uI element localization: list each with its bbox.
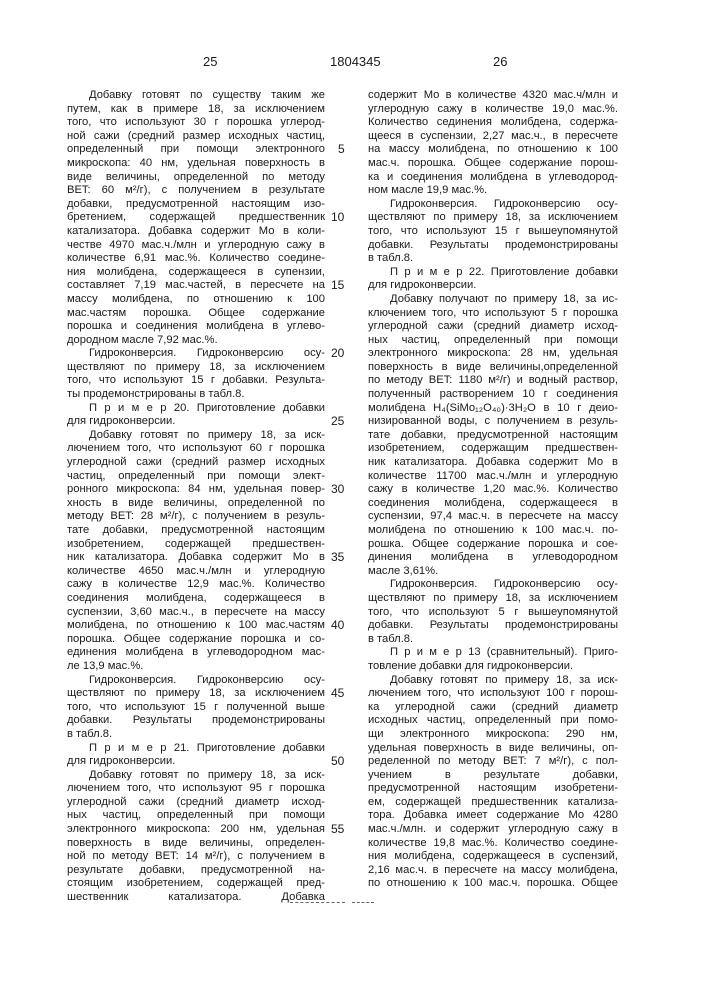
paragraph bbox=[368, 646, 618, 673]
paragraph bbox=[368, 266, 618, 293]
text-line: ем, содержащей предшественник катализа- bbox=[368, 796, 618, 810]
text-line: массу молибдена, по отношению к 100 bbox=[67, 293, 325, 307]
right-column bbox=[368, 89, 618, 891]
text-line: по отношению к 100 мас.ч. порошка. Общее bbox=[368, 877, 618, 891]
line-number: 50 bbox=[331, 755, 344, 769]
text-line: Гидроконверсия. Гидроконверсию осу- bbox=[368, 198, 618, 212]
paragraph bbox=[368, 89, 618, 198]
text-line: молибдена H₄(SiMo₁₂O₄₀)·3H₂O в 10 г деио- bbox=[368, 402, 618, 416]
text-line: добавки. Результаты продемонстрированы bbox=[368, 619, 618, 633]
paragraph bbox=[67, 429, 325, 674]
column-end-divider bbox=[290, 902, 345, 903]
text-line: добавки. Результаты продемонстрированы bbox=[67, 714, 325, 728]
text-line: щи электронного микроскопа: 290 нм, bbox=[368, 728, 618, 742]
text-line: лючением того, что используют 100 г порош- bbox=[368, 687, 618, 701]
text-line: в табл.8. bbox=[368, 252, 618, 266]
text-line: суспензии, 97,4 мас.ч. в пересчете на массу bbox=[368, 510, 618, 524]
text-line: соединения молибдена, содержащееся в bbox=[368, 497, 618, 511]
text-line: ния молибдена, содержащееся в супензии, bbox=[67, 266, 325, 280]
text-line: бретением, содержащей предшественник bbox=[67, 211, 325, 225]
text-line: мас.ч./млн. и содержит углеродную сажу в bbox=[368, 823, 618, 837]
text-line: П р и м е р 21. Приготовление добавки bbox=[67, 742, 325, 756]
paragraph bbox=[67, 742, 325, 769]
text-line: честве 4970 мас.ч./млн и углеродную сажу в bbox=[67, 239, 325, 253]
text-line: суспензии, 3,60 мас.ч., в пересчете на массу bbox=[67, 606, 325, 620]
text-line: Гидроконверсия. Гидроконверсию осу- bbox=[67, 347, 325, 361]
text-line: П р и м е р 13 (сравнительный). Приго- bbox=[368, 646, 618, 660]
text-line: П р и м е р 20. Приготовление добавки bbox=[67, 402, 325, 416]
text-line: Добавку готовят по существу таким же bbox=[67, 89, 325, 103]
line-number: 15 bbox=[331, 279, 344, 293]
text-line: углеродной сажи (средний диаметр исход- bbox=[67, 796, 325, 810]
text-line: динения молибдена в углеводородном bbox=[368, 551, 618, 565]
text-line: определенный при помощи электронного bbox=[67, 143, 325, 157]
text-line: исходных частиц, определенный при помо- bbox=[368, 714, 618, 728]
text-line: тате добавки, предусмотренной настоящим bbox=[67, 524, 325, 538]
column-end-divider bbox=[352, 902, 374, 903]
text-line: масле 3,61%. bbox=[368, 565, 618, 579]
text-line: тате добавки, предусмотренной настоящим bbox=[368, 429, 618, 443]
text-line: ределенной по методу BET: 7 м²/г), с пол- bbox=[368, 755, 618, 769]
text-line: рошка. Общее содержание порошка и сое- bbox=[368, 538, 618, 552]
line-number: 5 bbox=[338, 143, 345, 157]
text-line: Гидроконверсия. Гидроконверсию осу- bbox=[368, 578, 618, 592]
text-line: мас.частям порошка. Общее содержание bbox=[67, 307, 325, 321]
text-line: частиц, определенный при помощи элект- bbox=[67, 470, 325, 484]
text-line: ты продемонстрированы в табл.8. bbox=[67, 388, 325, 402]
text-line: количестве 11700 мас.ч./млн и углеродную bbox=[368, 470, 618, 484]
text-line: хность в виде величины, определенной по bbox=[67, 497, 325, 511]
text-line: порошка. Общее содержание порошка и со- bbox=[67, 633, 325, 647]
text-line: порошка и соединения молибдена в углево- bbox=[67, 320, 325, 334]
line-number: 10 bbox=[331, 211, 344, 225]
text-line: Добавку готовят по примеру 18, за иск- bbox=[67, 429, 325, 443]
text-line: поверхность в виде величины,определенной bbox=[368, 361, 618, 375]
text-line: молибдена по отношению к 100 мас.ч. по- bbox=[368, 524, 618, 538]
text-line: товление добавки для гидроконверсии. bbox=[368, 660, 618, 674]
text-line: лючением того, что используют 95 г порошка bbox=[67, 782, 325, 796]
text-line: того, что используют 15 г полученной выше bbox=[67, 701, 325, 715]
text-line: методу BET: 28 м²/г), с получением в резуль- bbox=[67, 510, 325, 524]
line-number: 30 bbox=[331, 483, 344, 497]
text-line: для гидроконверсии. bbox=[67, 415, 325, 429]
text-line: ния молибдена, содержащееся в суспензий, bbox=[368, 850, 618, 864]
text-line: электронного микроскопа: 28 нм, удельная bbox=[368, 347, 618, 361]
text-line: составляет 7,19 мас.частей, в пересчете на bbox=[67, 279, 325, 293]
text-line: в табл.8. bbox=[368, 633, 618, 647]
text-line: шественник катализатора. Добавка bbox=[67, 891, 325, 905]
text-line: углеродной сажи (средний размер исходных bbox=[67, 456, 325, 470]
text-line: ка углеродной сажи (средний диаметр bbox=[368, 701, 618, 715]
text-line: тора. Добавка имеет содержание Мо 4280 bbox=[368, 809, 618, 823]
text-line: щееся в суспензии, 2,27 мас.ч., в пересчете bbox=[368, 130, 618, 144]
text-line: П р и м е р 22. Приготовление добавки bbox=[368, 266, 618, 280]
text-line: ле 13,9 мас.%. bbox=[67, 660, 325, 674]
text-line: мас.ч. порошка. Общее содержание порош- bbox=[368, 157, 618, 171]
text-line: количестве 4650 мас.ч./млн и углеродную bbox=[67, 565, 325, 579]
text-line: Добавку готовят по примеру 18, за иск- bbox=[368, 674, 618, 688]
text-line: добавки. Результаты продемонстрированы bbox=[368, 239, 618, 253]
text-line: ществляют по примеру 18, за исключением bbox=[67, 361, 325, 375]
text-line: путем, как в примере 18, за исключением bbox=[67, 103, 325, 117]
text-line: того, что используют 15 г вышеупомянутой bbox=[368, 225, 618, 239]
text-line: полученный растворением 10 г соединения bbox=[368, 388, 618, 402]
left-column bbox=[67, 89, 325, 905]
text-line: по методу BET: 1180 м²/г) и водный раствор, bbox=[368, 374, 618, 388]
paragraph bbox=[67, 347, 325, 401]
text-line: 2,16 мас.ч. в пересчете на массу молибдена, bbox=[368, 864, 618, 878]
text-line: Добавку готовят по примеру 18, за иск- bbox=[67, 769, 325, 783]
text-line: молибдена, по отношению к 100 мас.частям bbox=[67, 619, 325, 633]
text-line: ном масле 19,9 мас.%. bbox=[368, 184, 618, 198]
line-number: 20 bbox=[331, 347, 344, 361]
text-line: добавки, предусмотренной настоящим изо- bbox=[67, 198, 325, 212]
text-line: сажу в количестве 12,9 мас.%. Количество bbox=[67, 578, 325, 592]
text-line: лючением того, что используют 60 г порошка bbox=[67, 442, 325, 456]
text-line: ной сажи (средний размер исходных частиц, bbox=[67, 130, 325, 144]
text-line: изобретением, содержащей предшествен- bbox=[67, 538, 325, 552]
page-number-right: 26 bbox=[493, 54, 507, 69]
paragraph bbox=[67, 674, 325, 742]
text-line: количестве 19,8 мас.%. Количество соедине- bbox=[368, 837, 618, 851]
text-line: ник катализатора. Добавка содержит Мо в bbox=[368, 456, 618, 470]
text-line: углеродную сажу в количестве 19,0 мас.%. bbox=[368, 103, 618, 117]
text-line: поверхность в виде величины, определен- bbox=[67, 837, 325, 851]
paragraph bbox=[67, 89, 325, 347]
text-line: дородном масле 7,92 мас.%. bbox=[67, 334, 325, 348]
text-line: ных частиц, определенный при помощи bbox=[67, 809, 325, 823]
text-line: ник катализатора. Добавка содержит Мо в bbox=[67, 551, 325, 565]
text-line: сажу в количестве 1,20 мас.%. Количество bbox=[368, 483, 618, 497]
text-line: виде величины, определенной по методу bbox=[67, 171, 325, 185]
text-line: BET: 60 м²/г), с получением в результате bbox=[67, 184, 325, 198]
text-line: стоящим изобретением, содержащей пред- bbox=[67, 877, 325, 891]
line-number: 45 bbox=[331, 687, 344, 701]
text-line: ществляют по примеру 18, за исключением bbox=[67, 687, 325, 701]
text-line: ронного микроскопа: 84 нм, удельная повер- bbox=[67, 483, 325, 497]
text-line: ка и соединения молибдена в углеводород- bbox=[368, 171, 618, 185]
text-line: того, что используют 15 г добавки. Результа- bbox=[67, 374, 325, 388]
paragraph bbox=[368, 198, 618, 266]
text-line: электронного микроскопа: 200 нм, удельная bbox=[67, 823, 325, 837]
text-line: ществляют по примеру 18, за исключением bbox=[368, 592, 618, 606]
text-line: ключением того, что используют 5 г порошка bbox=[368, 307, 618, 321]
text-line: Гидроконверсия. Гидроконверсию осу- bbox=[67, 674, 325, 688]
text-line: в табл.8. bbox=[67, 728, 325, 742]
text-line: катализатора. Добавка содержит Мо в коли- bbox=[67, 225, 325, 239]
text-line: того, что используют 30 г порошка углерод- bbox=[67, 116, 325, 130]
text-line: содержит Мо в количестве 4320 мас.ч/млн и bbox=[368, 89, 618, 103]
text-line: для гидроконверсии. bbox=[368, 279, 618, 293]
paragraph bbox=[368, 674, 618, 892]
patent-number: 1804345 bbox=[330, 54, 381, 69]
text-line: того, что используют 5 г вышеупомянутой bbox=[368, 606, 618, 620]
text-line: изобретением, содержащим предшествен- bbox=[368, 442, 618, 456]
paragraph bbox=[368, 578, 618, 646]
text-line: количестве 6,91 мас.%. Количество соедине- bbox=[67, 252, 325, 266]
line-number: 40 bbox=[331, 619, 344, 633]
line-number: 55 bbox=[331, 823, 344, 837]
line-number: 25 bbox=[331, 415, 344, 429]
line-number: 35 bbox=[331, 551, 344, 565]
text-line: единения молибдена в углеводородном мас- bbox=[67, 646, 325, 660]
text-line: предусмотренной настоящим изобретени- bbox=[368, 782, 618, 796]
text-line: учением в результате добавки, bbox=[368, 769, 618, 783]
text-line: микроскопа: 40 нм, удельная поверхность в bbox=[67, 157, 325, 171]
text-line: удельная поверхность в виде величины, оп- bbox=[368, 742, 618, 756]
text-line: Добавку получают по примеру 18, за ис- bbox=[368, 293, 618, 307]
text-line: низированной воды, с получением в резуль- bbox=[368, 415, 618, 429]
paragraph bbox=[67, 769, 325, 905]
text-line: ной по методу BET: 14 м²/г), с получением в bbox=[67, 850, 325, 864]
text-line: ществляют по примеру 18, за исключением bbox=[368, 211, 618, 225]
page-number-left: 25 bbox=[203, 54, 217, 69]
paragraph bbox=[368, 293, 618, 578]
text-line: для гидроконверсии. bbox=[67, 755, 325, 769]
text-line: ных частиц, определенный при помощи bbox=[368, 334, 618, 348]
text-line: на массу молибдена, по отношению к 100 bbox=[368, 143, 618, 157]
text-line: соединения молибдена, содержащееся в bbox=[67, 592, 325, 606]
text-line: углеродной сажи (средний диаметр исход- bbox=[368, 320, 618, 334]
paragraph bbox=[67, 402, 325, 429]
text-line: результате добавки, предусмотренной на- bbox=[67, 864, 325, 878]
text-line: Количество сединения молибдена, содержа- bbox=[368, 116, 618, 130]
